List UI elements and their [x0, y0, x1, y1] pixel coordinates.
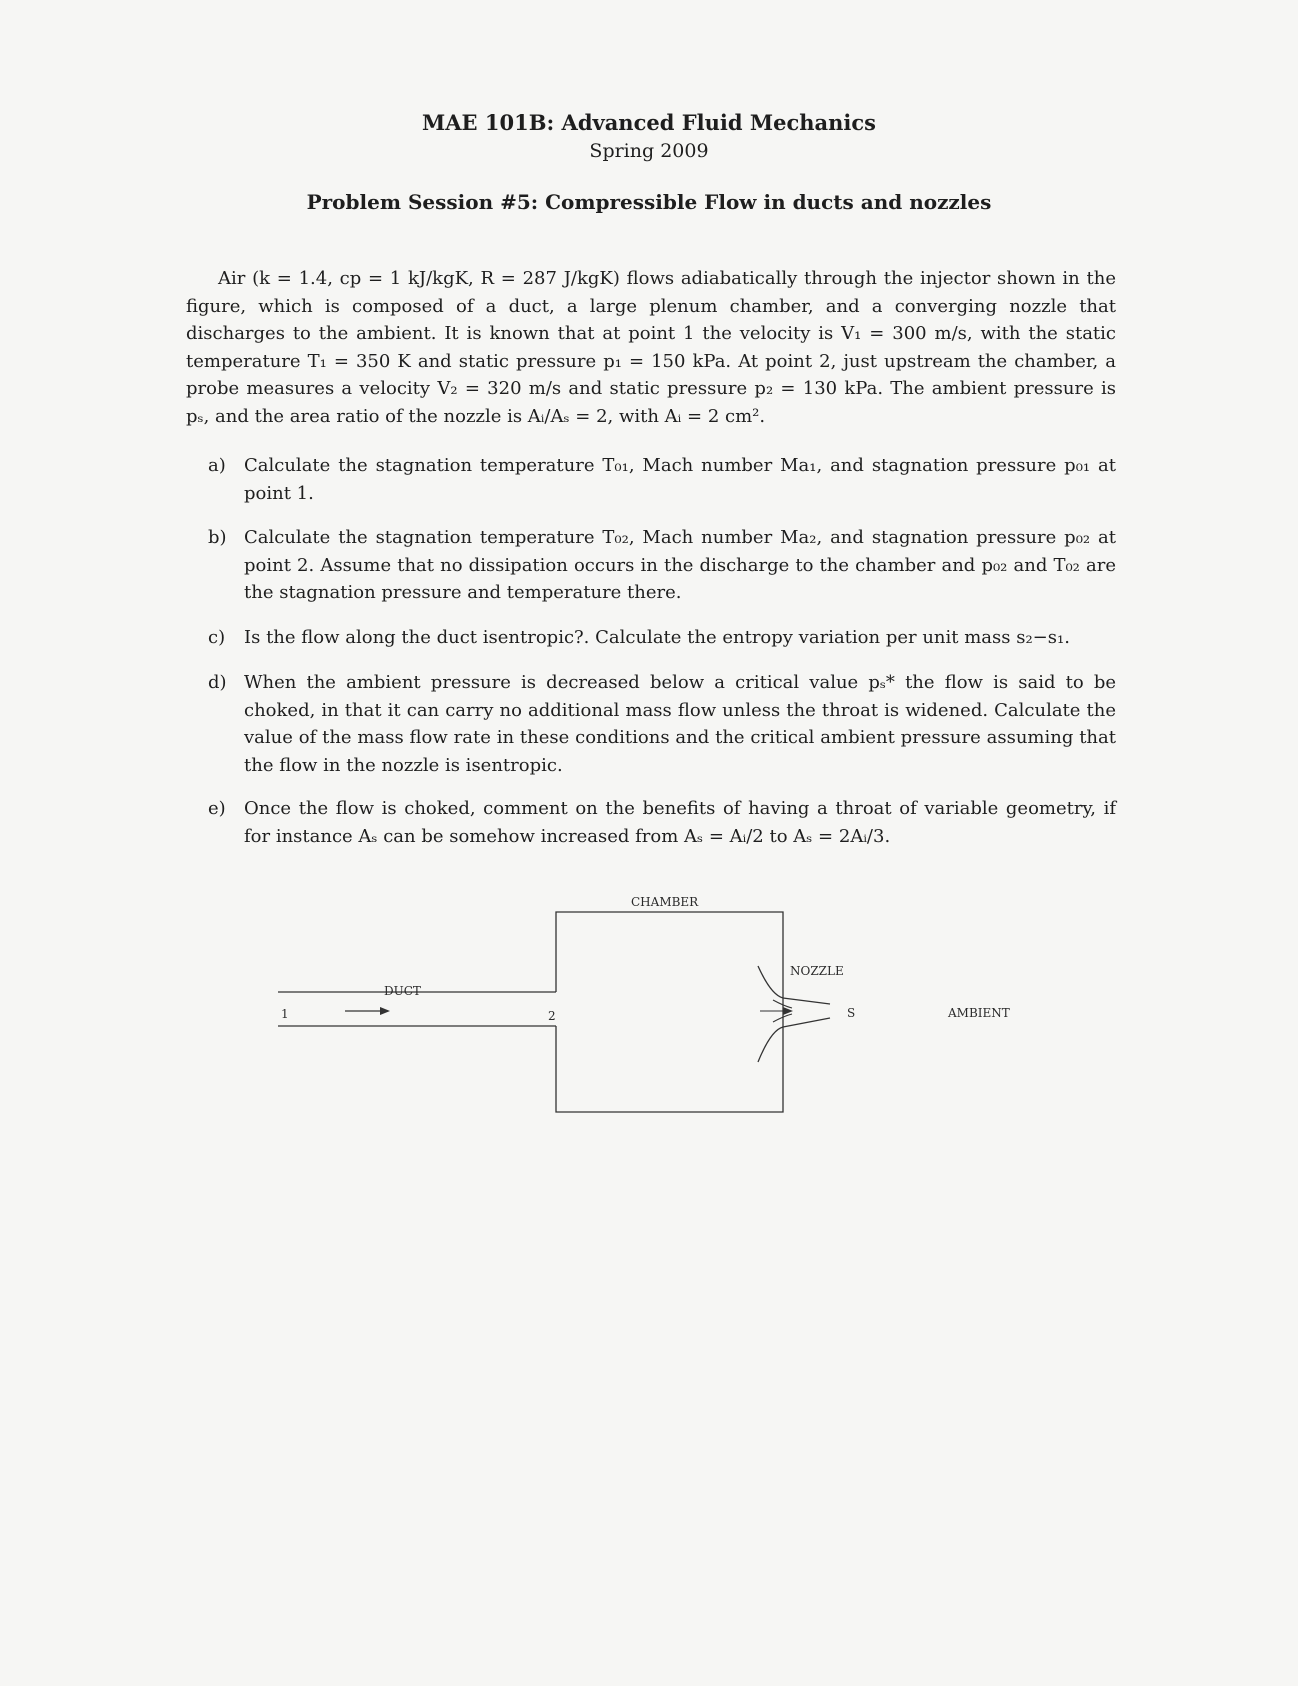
session-title: Problem Session #5: Compressible Flow in ducts and nozzles	[306, 190, 992, 214]
problem-letter: e)	[208, 798, 226, 819]
problem-text: Calculate the stagnation temperature T₀₂, Mach number Ma₂, and stagnation pressure p₀₂ at point 2. Assume that no dissipation occurs in the discharge to the chamber and p₀₂ and T₀₂ are the stagnation pressure and temperature there.	[244, 527, 1116, 603]
chamber-label: CHAMBER	[631, 895, 699, 909]
problem-letter: a)	[208, 455, 226, 476]
course-title: MAE 101B: Advanced Fluid Mechanics	[422, 110, 876, 135]
ambient-label: AMBIENT	[948, 1006, 1010, 1020]
problem-letter: b)	[208, 527, 227, 548]
term-label: Spring 2009	[589, 140, 709, 162]
duct-label: DUCT	[384, 984, 421, 998]
nozzle-flow-arrows	[760, 1000, 793, 1022]
problem-text: Calculate the stagnation temperature T₀₁, Mach number Ma₁, and stagnation pressure p₀₁ at point 1.	[244, 455, 1116, 504]
point-s-label: S	[847, 1006, 856, 1020]
intro-paragraph: Air (k = 1.4, cp = 1 kJ/kgK, R = 287 J/kgK) flows adiabatically through the injector shown in the figure, which is composed of a duct, a large plenum chamber, and a converging nozzle that discharges to the ambient. It is known that at point 1 the velocity is V₁ = 300 m/s, with the static temperature T₁ = 350 K and static pressure p₁ = 150 kPa. At point 2, just upstream the chamber, a probe measures a velocity V₂ = 320 m/s and static pressure p₂ = 130 kPa. The ambient pressure is pₛ, and the area ratio of the nozzle is Aᵢ/Aₛ = 2, with Aᵢ = 2 cm².	[186, 268, 1116, 427]
nozzle-label: NOZZLE	[790, 964, 844, 978]
problem-text: When the ambient pressure is decreased below a critical value pₛ* the flow is said to be choked, in that it can carry no additional mass flow unless the throat is widened. Calculate the value of the mass flow rate in these conditions and the critical ambient pressure assuming that the flow in the nozzle is isentropic.	[244, 672, 1116, 776]
problem-text: Is the flow along the duct isentropic?. Calculate the entropy variation per unit mass s₂−s₁.	[244, 627, 1070, 648]
duct-flow-arrow	[345, 1007, 390, 1015]
problem-letter: c)	[208, 627, 226, 648]
problem-letter: d)	[208, 672, 227, 693]
problem-text: Once the flow is choked, comment on the benefits of having a throat of variable geometry, if for instance Aₛ can be somehow increased from Aₛ = Aᵢ/2 to Aₛ = 2Aᵢ/3.	[244, 798, 1116, 847]
chamber-wall	[556, 912, 783, 1112]
point-2-label: 2	[548, 1009, 556, 1023]
nozzle-lower-wall	[758, 1018, 830, 1062]
point-1-label: 1	[281, 1007, 289, 1021]
